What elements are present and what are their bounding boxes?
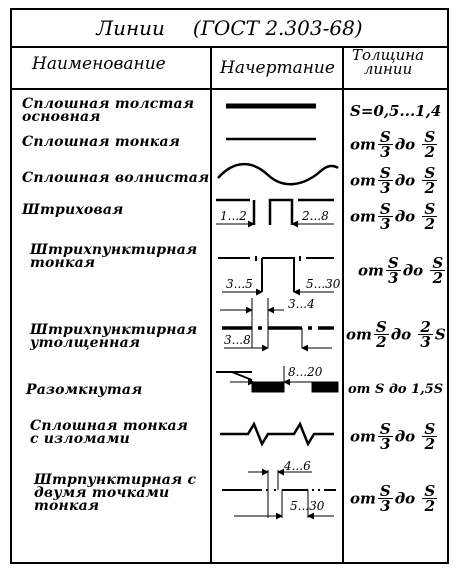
wavy-line [218, 164, 338, 184]
title-standard: (ГОСТ 2.303-68) [192, 16, 363, 40]
row-name-1: Сплошная толстая основная [22, 96, 195, 125]
zigzag-line [220, 424, 334, 444]
dim-label-6b: 3...8 [224, 333, 251, 347]
dim-label-7a: 8...20 [288, 365, 323, 379]
dim-label-6a: 3...4 [288, 297, 315, 311]
dim-label-4b: 2...8 [302, 209, 329, 223]
row-thickness-7: от S до 1,5S [348, 382, 444, 397]
row-name-9: Штрпунктирная с двумя точками тонкая [34, 472, 197, 514]
row-thickness-5: от $\frac{S}{3}$ до $\frac{S}{2}$ [358, 254, 444, 287]
row-name-3: Сплошная волнистая [22, 170, 210, 186]
header-thickness-line2: линии [363, 60, 413, 78]
lines-table [10, 8, 449, 564]
dim-label-5a: 3...5 [226, 277, 253, 291]
row-thickness-8: от $\frac{S}{3}$ до $\frac{S}{2}$ [350, 420, 436, 453]
line-drawings [12, 10, 447, 562]
row-name-7: Разомкнутая [26, 382, 143, 398]
header-style: Начертание [220, 58, 335, 78]
dim-label-5b: 5...30 [306, 277, 341, 291]
header-thickness-line1: Толщина [352, 46, 425, 64]
title-text: Линии [96, 16, 165, 40]
row-thickness-4: от $\frac{S}{3}$ до $\frac{S}{2}$ [350, 200, 436, 233]
row-thickness-6: от $\frac{S}{2}$ до $\frac{2}{3}$ S [346, 318, 446, 351]
row-thickness-3: от $\frac{S}{3}$ до $\frac{S}{2}$ [350, 164, 436, 197]
dim-label-9a: 4...6 [284, 459, 311, 473]
row-name-4: Штриховая [22, 202, 124, 218]
dim-label-4a: 1...2 [220, 209, 247, 223]
row-name-6: Штрихпунктирная утолщенная [30, 322, 198, 351]
row-thickness-1: S=0,5...1,4 [350, 102, 442, 120]
row-thickness-9: от $\frac{S}{3}$ до $\frac{S}{2}$ [350, 482, 436, 515]
row-name-5: Штрихпунктирная тонкая [30, 242, 198, 271]
dim-label-9b: 5...30 [290, 499, 325, 513]
header-name: Наименование [32, 54, 166, 74]
row-name-2: Сплошная тонкая [22, 134, 181, 150]
row-thickness-2: от $\frac{S}{3}$ до $\frac{S}{2}$ [350, 128, 436, 161]
row-name-8: Сплошная тонкая с изломами [30, 418, 189, 447]
